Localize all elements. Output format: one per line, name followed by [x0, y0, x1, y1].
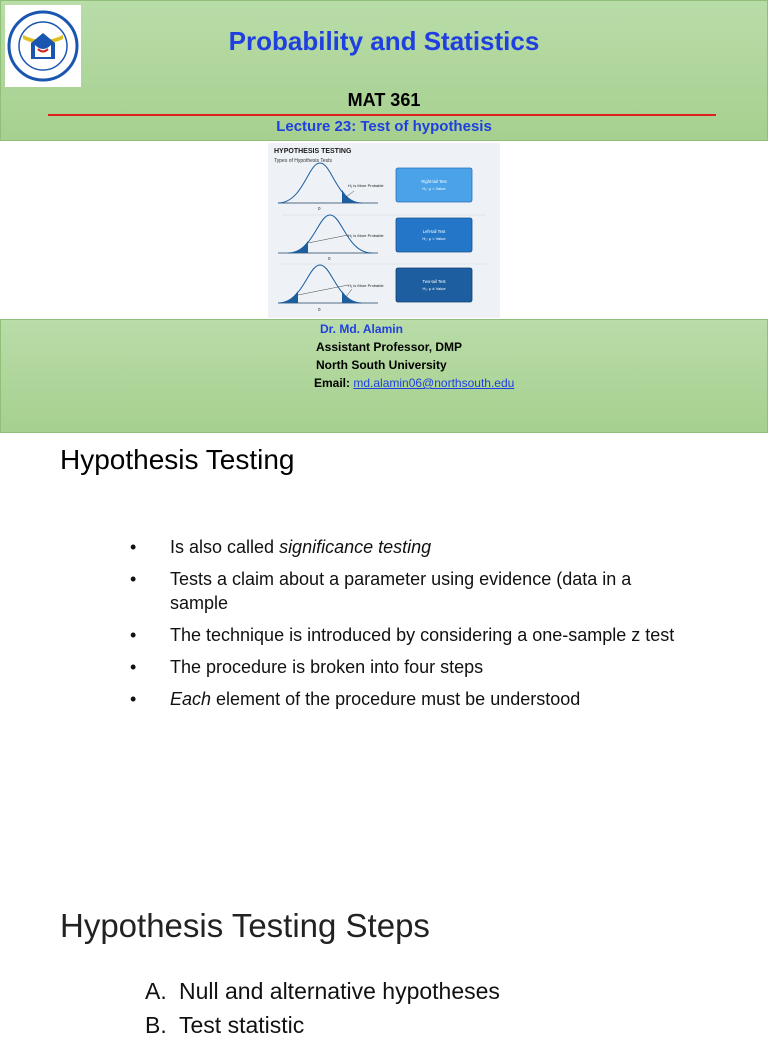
bullet-icon: •	[130, 625, 137, 645]
content-slide	[0, 434, 768, 1038]
row2-box-formula: H₁: μ < Value	[422, 236, 446, 241]
email-row	[314, 376, 514, 390]
bullet-item	[130, 567, 690, 615]
bullet-text: The procedure is broken into four steps	[170, 657, 484, 677]
step-item	[145, 1008, 500, 1042]
slide-title-hypothesis-testing: Hypothesis Testing	[60, 444, 295, 475]
bullet-icon: •	[130, 537, 137, 557]
row3-box-title: Two-tail Test	[422, 279, 446, 284]
figure-subtitle: Types of Hypothesis Tests	[274, 158, 332, 164]
hypothesis-testing-figure	[268, 143, 500, 318]
steps-list	[145, 974, 500, 1042]
row3-box-formula: H₁: μ ≠ Value	[422, 286, 446, 291]
author-university: North South University	[316, 358, 447, 372]
row3-annotation: H₁ is More Probable	[348, 283, 384, 288]
row3-zero: 0	[318, 307, 321, 312]
slide-title-testing-steps: Hypothesis Testing Steps	[60, 907, 430, 944]
row2-box-title: Left-tail Test	[422, 229, 446, 234]
bullet-item	[130, 655, 690, 679]
bullet-text: element of the procedure must be understood	[211, 689, 581, 709]
step-text: Null and alternative hypotheses	[179, 978, 500, 1004]
row1-zero: 0	[318, 206, 321, 211]
step-letter: B.	[145, 1012, 167, 1038]
bullet-item	[130, 623, 690, 647]
email-link[interactable]: md.alamin06@northsouth.edu	[353, 376, 515, 390]
row1-annotation: H₁ is More Probable	[348, 183, 384, 188]
bullet-text: Tests a claim about a parameter using evidence (data in a sample	[170, 569, 632, 613]
figure-title: HYPOTHESIS TESTING	[274, 148, 352, 155]
course-code: MAT 361	[347, 90, 421, 110]
row1-box-formula: H₁: μ > Value	[422, 186, 446, 191]
step-letter: A.	[145, 978, 167, 1004]
author-position: Assistant Professor, DMP	[316, 340, 463, 354]
left-tail-box	[396, 218, 472, 252]
bullet-icon: •	[130, 657, 137, 677]
course-title: Probability and Statistics	[228, 26, 540, 56]
two-tail-box	[396, 268, 472, 302]
bullet-icon: •	[130, 689, 137, 709]
bullet-text: Is also called	[170, 537, 280, 557]
bullet-emphasis: significance testing	[279, 537, 432, 557]
bullet-emphasis: Each	[170, 689, 212, 709]
bullet-text: The technique is introduced by considering a one-sample z test	[170, 625, 675, 645]
row2-zero: 0	[328, 256, 331, 261]
right-tail-box	[396, 168, 472, 202]
bullet-list	[130, 535, 690, 719]
bullet-item	[130, 535, 690, 559]
bullet-item	[130, 687, 690, 711]
row1-box-title: Right-tail Test	[421, 179, 447, 184]
step-item	[145, 974, 500, 1008]
title-slide	[0, 0, 768, 433]
email-label: Email:	[314, 376, 351, 390]
author-name: Dr. Md. Alamin	[320, 322, 403, 336]
row2-annotation: H₁ is More Probable	[348, 233, 384, 238]
lecture-title: Lecture 23: Test of hypothesis	[276, 118, 492, 135]
bullet-icon: •	[130, 569, 137, 589]
step-text: Test statistic	[179, 1012, 305, 1038]
title-divider	[48, 114, 716, 116]
